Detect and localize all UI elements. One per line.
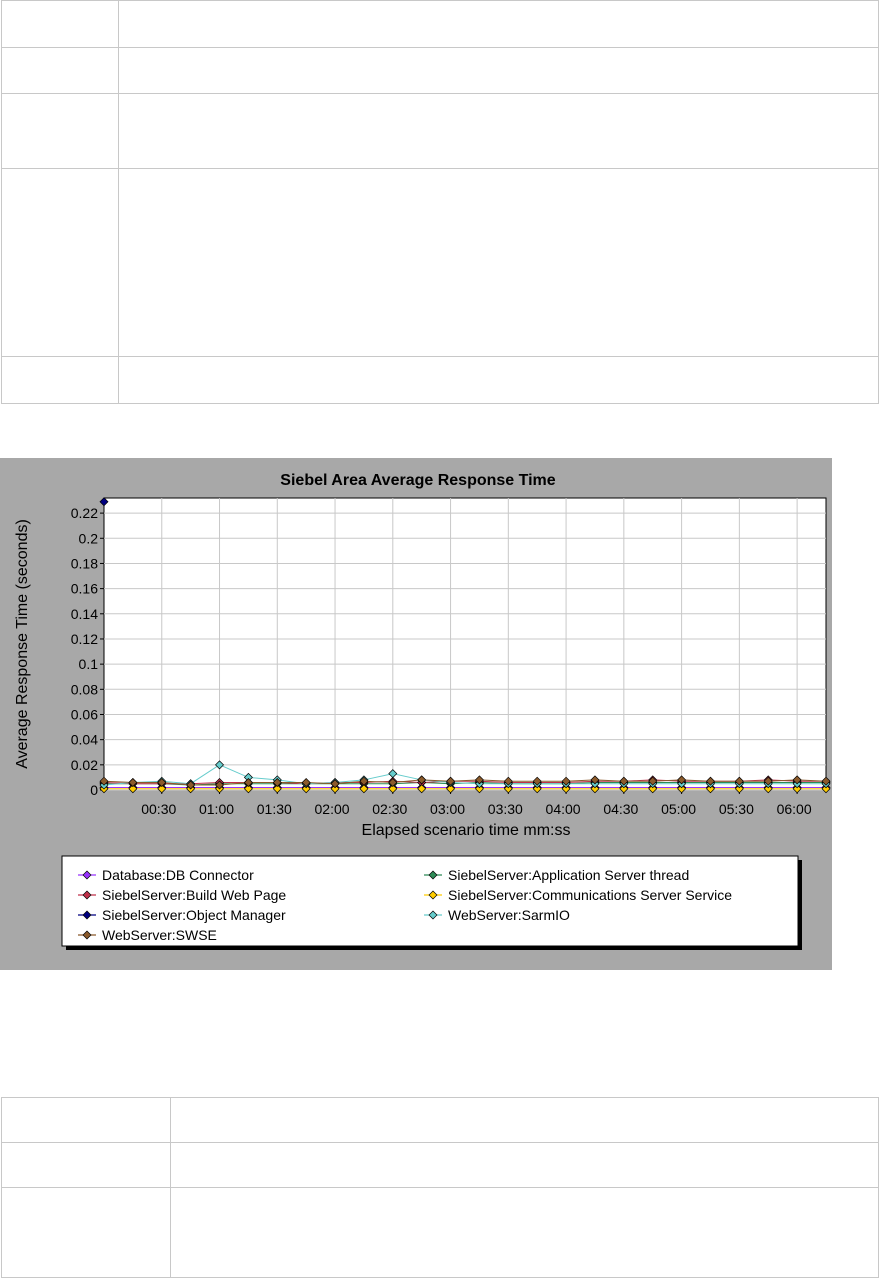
table-cell: [119, 357, 879, 404]
table-cell: [119, 94, 879, 169]
table-cell: [2, 94, 119, 169]
table-cell: [119, 48, 879, 94]
y-tick-label: 0.22: [70, 505, 98, 522]
legend-label: SiebelServer:Build Web Page: [102, 887, 287, 903]
legend-label: WebServer:SWSE: [102, 927, 217, 943]
bottom-table: [1, 1097, 879, 1278]
x-tick-label: 04:30: [603, 801, 639, 817]
y-tick-label: 0.1: [78, 656, 98, 673]
x-tick-label: 04:00: [545, 801, 581, 817]
x-tick-label: 02:00: [314, 801, 350, 817]
legend-label: SiebelServer:Application Server thread: [448, 867, 690, 883]
y-tick-label: 0.18: [70, 555, 98, 572]
legend-label: Database:DB Connector: [102, 867, 254, 883]
table-cell: [171, 1188, 879, 1278]
y-tick-label: 0.02: [70, 756, 98, 773]
y-tick-label: 0: [90, 782, 98, 798]
y-tick-label: 0.14: [70, 605, 98, 622]
x-tick-label: 05:30: [718, 801, 754, 817]
table-cell: [2, 48, 119, 94]
table-cell: [2, 1143, 171, 1188]
table-cell: [119, 169, 879, 357]
x-tick-label: 01:00: [198, 801, 235, 817]
table-cell: [119, 1, 879, 48]
table-cell: [2, 1188, 171, 1278]
x-tick-label: 02:30: [372, 801, 408, 817]
y-tick-label: 0.2: [78, 530, 98, 547]
top-table: [1, 0, 879, 404]
x-tick-label: 06:00: [776, 801, 812, 817]
x-tick-label: 01:30: [256, 801, 292, 817]
y-tick-label: 0.04: [70, 731, 98, 748]
y-tick-label: 0.08: [70, 681, 98, 698]
table-cell: [171, 1143, 879, 1188]
chart-title: Siebel Area Average Response Time: [280, 472, 556, 489]
x-tick-label: 03:00: [430, 801, 466, 817]
x-tick-label: 05:00: [661, 801, 697, 817]
table-cell: [2, 169, 119, 357]
plot-area: [104, 498, 826, 790]
table-cell: [171, 1098, 879, 1143]
y-tick-label: 0.12: [70, 630, 98, 647]
x-tick-label: 03:30: [487, 801, 523, 817]
line-chart: [0, 458, 832, 970]
y-tick-label: 0.06: [70, 706, 98, 723]
x-axis-label: Elapsed scenario time mm:ss: [361, 822, 571, 839]
y-tick-label: 0.16: [70, 580, 98, 597]
table-cell: [2, 1098, 171, 1143]
y-axis-label: Average Response Time (seconds): [14, 519, 31, 769]
table-cell: [2, 357, 119, 404]
table-cell: [2, 1, 119, 48]
legend-label: WebServer:SarmIO: [448, 907, 570, 923]
chart-container: [0, 458, 832, 970]
x-tick-label: 00:30: [141, 801, 177, 817]
legend-label: SiebelServer:Communications Server Service: [448, 887, 732, 903]
legend-label: SiebelServer:Object Manager: [102, 907, 286, 923]
